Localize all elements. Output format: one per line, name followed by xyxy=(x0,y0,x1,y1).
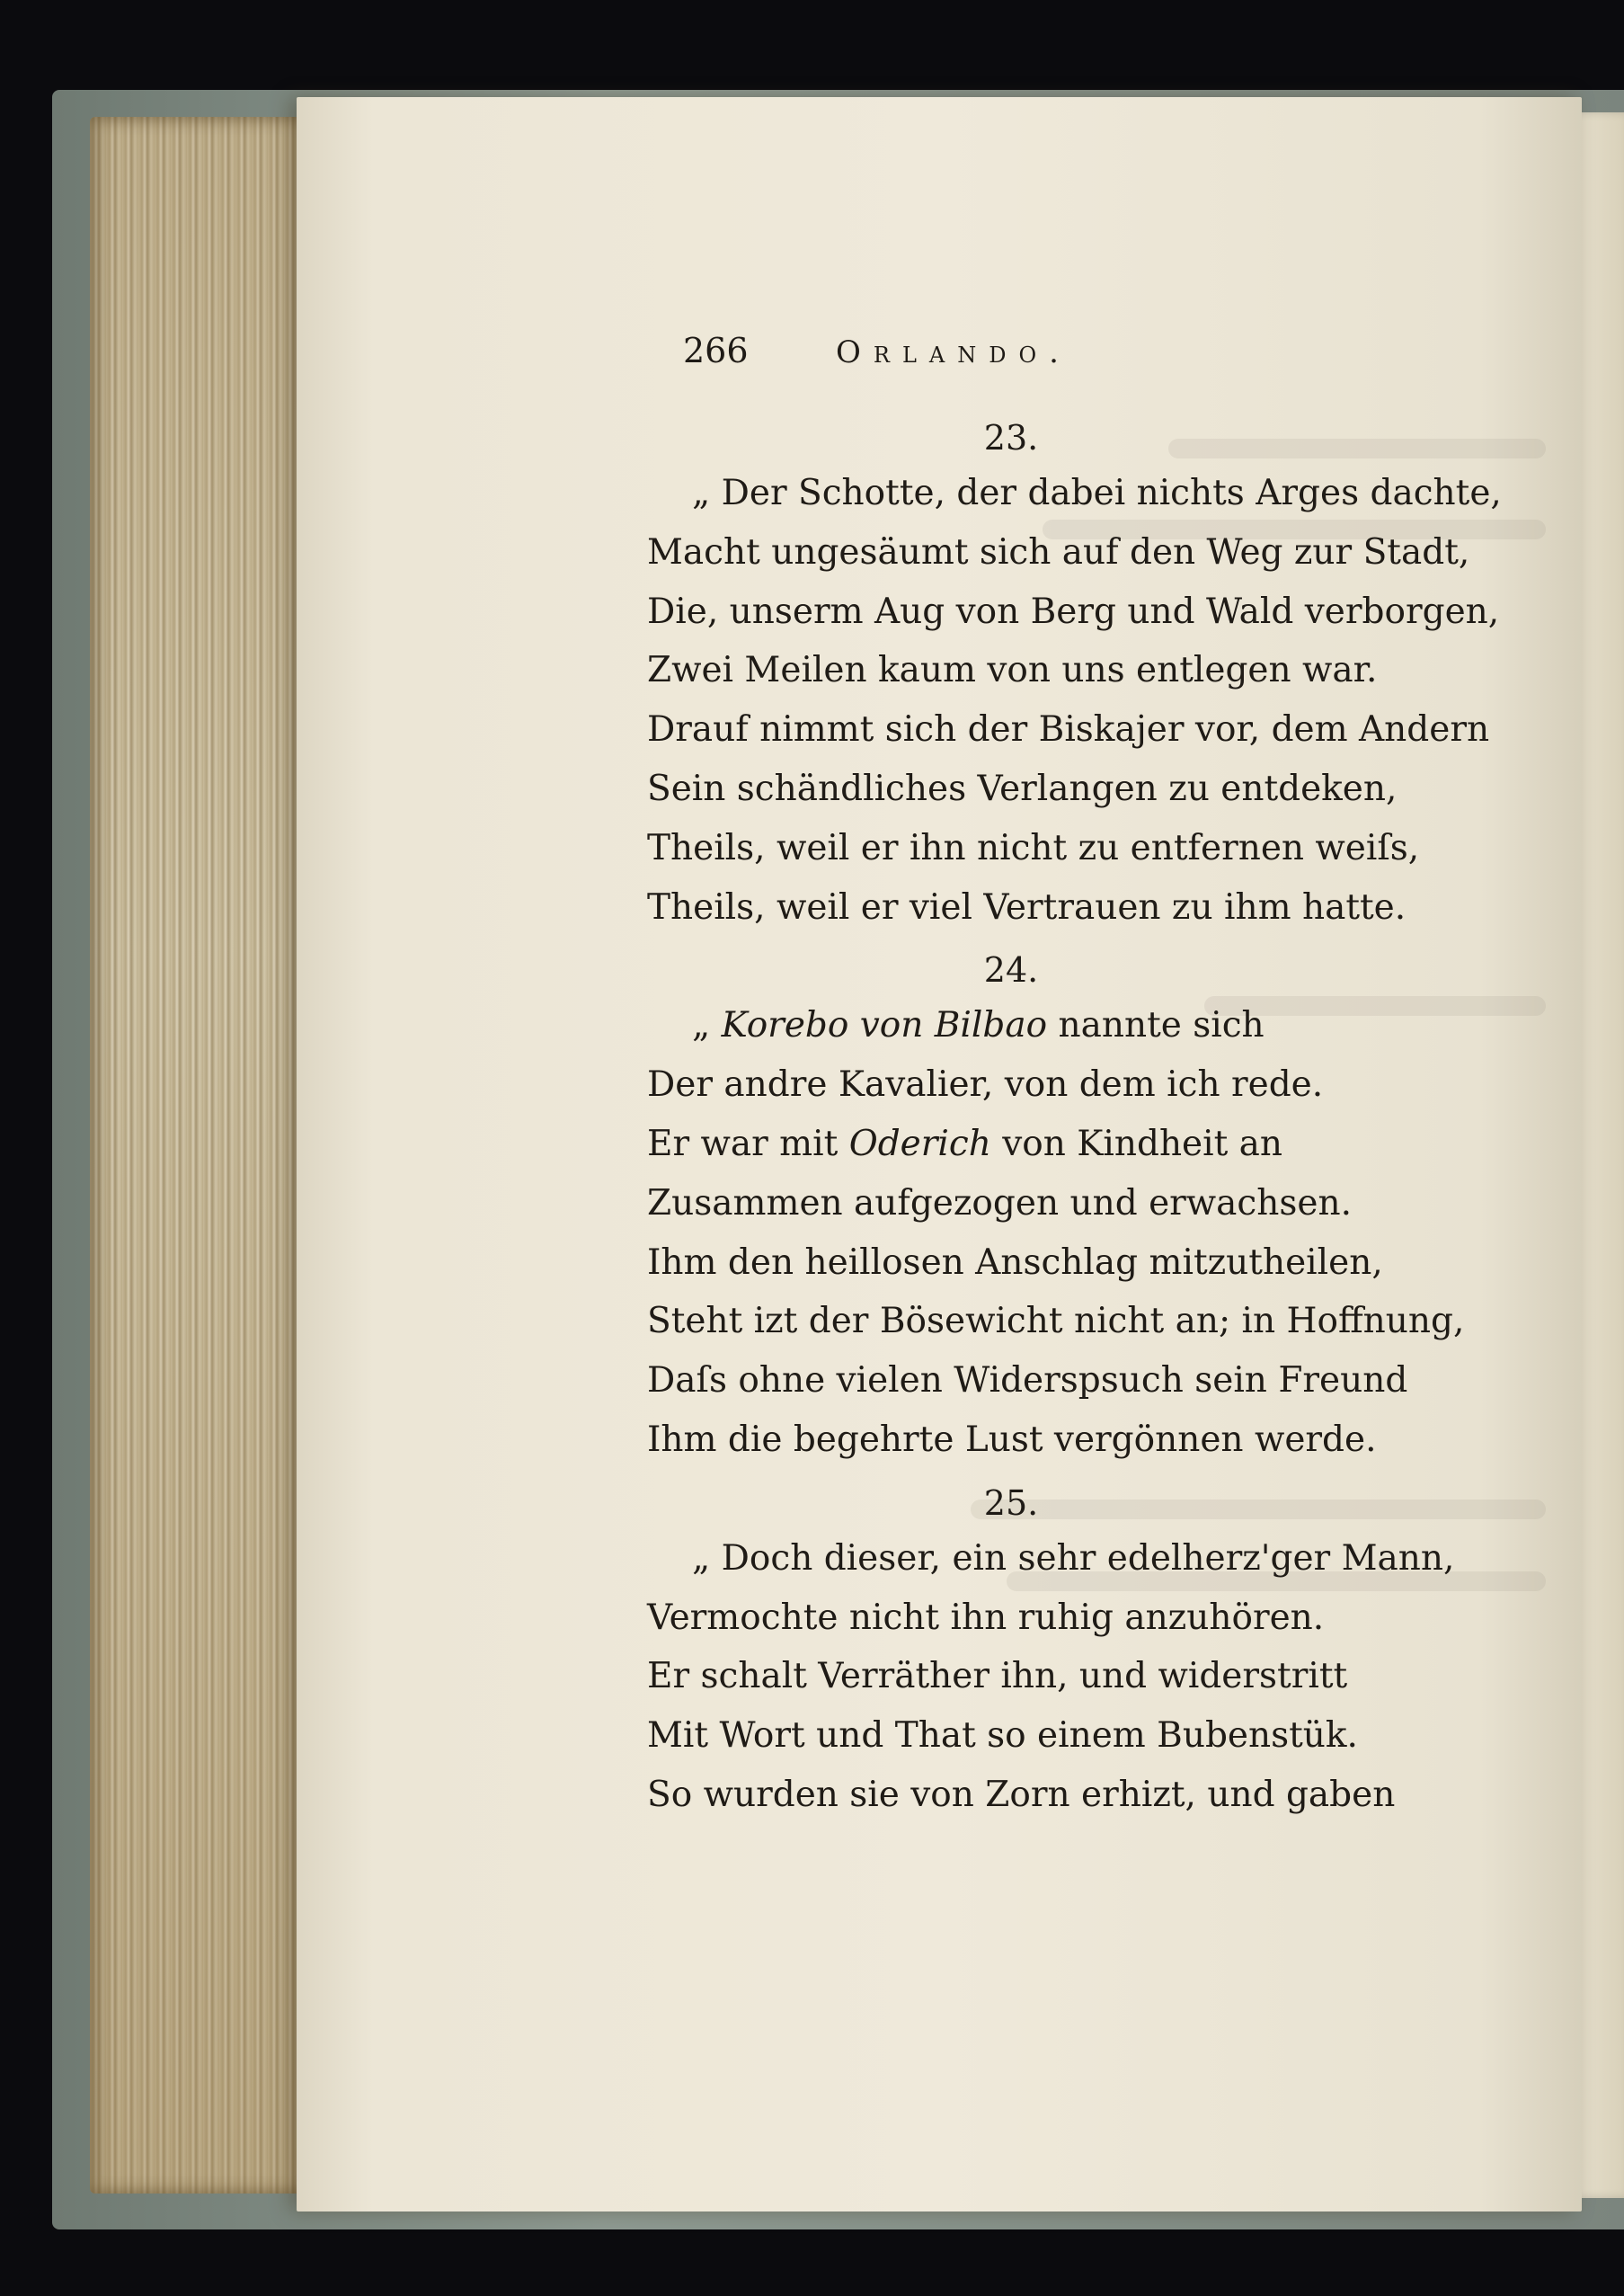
verse-line: Daſs ohne vielen Widerspsuch sein Freund xyxy=(647,1360,1408,1402)
italic-name: Oderich xyxy=(848,1123,991,1164)
verse-text: nannte sich xyxy=(1047,1005,1265,1046)
stanza-number: 25. xyxy=(983,1482,1039,1523)
verse-text: Er war mit xyxy=(647,1123,849,1164)
page-text xyxy=(647,324,1502,1832)
verse-text: von Kindheit an xyxy=(990,1123,1283,1164)
verse-line: Der andre Kavalier, von dem ich rede. xyxy=(647,1064,1324,1106)
stanza-number: 24. xyxy=(983,950,1039,991)
verse-line: Ihm die begehrte Lust vergönnen werde. xyxy=(647,1419,1377,1460)
verse-line: Drauf nimmt sich der Biskajer vor, dem Andern xyxy=(647,709,1490,751)
stanza xyxy=(647,944,1483,1469)
verse-text: „ xyxy=(692,1005,722,1046)
verse-line: Ihm den heillosen Anschlag mitzutheilen, xyxy=(647,1241,1383,1283)
page-edges xyxy=(90,117,306,2194)
verse-line: „ Doch dieser, ein sehr edelherz'ger Mann, xyxy=(692,1537,1455,1579)
verse-line: Die, unserm Aug von Berg und Wald verborgen, xyxy=(647,591,1500,632)
verse-line: Vermochte nicht ihn ruhig anzuhören. xyxy=(647,1597,1325,1638)
verse-line xyxy=(647,1115,1483,1174)
page-number: 266 xyxy=(683,331,749,370)
verse-line: Mit Wort und That so einem Bubenstük. xyxy=(647,1715,1358,1757)
stanza-number: 23. xyxy=(983,418,1039,458)
verse-line: Zwei Meilen kaum von uns entlegen war. xyxy=(647,650,1378,691)
stanza xyxy=(647,412,1502,937)
verse-line: Theils, weil er viel Vertrauen zu ihm hatte. xyxy=(647,886,1407,928)
verse-line: Sein schändliches Verlangen zu entdeken, xyxy=(647,768,1398,809)
verse-line: Theils, weil er ihn nicht zu entfernen weiſs, xyxy=(647,827,1420,868)
italic-name: Korebo von Bilbao xyxy=(721,1005,1048,1046)
verse-line: So wurden sie von Zorn erhizt, und gaben xyxy=(647,1774,1396,1815)
verse-line: Macht ungesäumt sich auf den Weg zur Stadt, xyxy=(647,531,1470,573)
stanza xyxy=(647,1477,1483,1825)
verse-line: „ Der Schotte, der dabei nichts Arges dachte, xyxy=(692,473,1502,513)
header-title: Orlando. xyxy=(836,334,1071,370)
verse-line xyxy=(647,996,1483,1055)
verse-line: Zusammen aufgezogen und erwachsen. xyxy=(647,1182,1352,1224)
verse-line: Steht izt der Bösewicht nicht an; in Hoffnung, xyxy=(647,1301,1465,1342)
verse-line: Er schalt Verräther ihn, und widerstritt xyxy=(647,1656,1348,1697)
stanza-list xyxy=(647,412,1502,1825)
